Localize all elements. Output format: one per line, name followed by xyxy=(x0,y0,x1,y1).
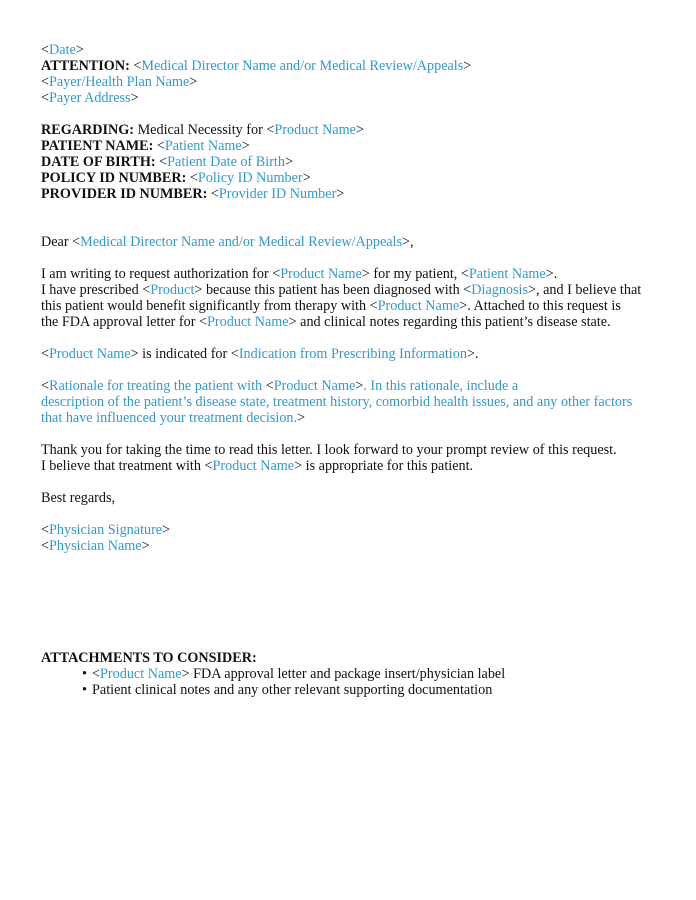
letter-header xyxy=(41,42,661,106)
signature-block: <Physician Signature> <Physician Name> xyxy=(41,522,171,554)
attachments-section xyxy=(41,650,661,698)
product-name-placeholder: Product Name xyxy=(207,314,289,330)
payer-address-placeholder: Payer Address xyxy=(49,90,131,106)
text: because this patient has been diagnosed with xyxy=(205,282,460,298)
rationale-placeholder: description of the patient’s disease state, treatment history, comorbid health issues, and any other factors xyxy=(41,394,633,410)
product-name-placeholder: Product Name xyxy=(377,298,460,314)
text: . Attached to this request is xyxy=(467,298,621,314)
indication-placeholder: Indication from Prescribing Information xyxy=(238,346,467,362)
policy-label: POLICY ID NUMBER: xyxy=(41,170,187,186)
product-placeholder: Product xyxy=(150,282,195,298)
text: this patient would benefit significantly from therapy with xyxy=(41,298,367,314)
text: . xyxy=(553,266,558,282)
salutation: Dear <Medical Director Name and/or Medical Review/Appeals>, xyxy=(41,234,414,250)
text: FDA approval letter and package insert/physician label xyxy=(193,666,506,682)
salutation-suffix: , xyxy=(410,234,414,250)
attention-placeholder: Medical Director Name and/or Medical Review/Appeals xyxy=(141,58,464,74)
product-name-placeholder: Product Name xyxy=(212,458,295,474)
paragraph-indication: <Product Name> is indicated for <Indication from Prescribing Information>. xyxy=(41,346,479,362)
provider-label: PROVIDER ID NUMBER: xyxy=(41,186,208,202)
list-item: • <Product Name> FDA approval letter and package insert/physician label xyxy=(82,666,506,682)
list-item xyxy=(41,682,661,698)
paragraph-rationale: <Rationale for treating the patient with <Product Name>. In this rationale, include a description of the patient’s disease state, treatment history, comorbid health issues, and any other factors that have influenced your treatment decision.> xyxy=(41,378,661,426)
text: I have prescribed xyxy=(41,282,139,298)
diagnosis-placeholder: Diagnosis xyxy=(471,282,528,298)
attachments-title: ATTACHMENTS TO CONSIDER: xyxy=(41,650,257,666)
patient-name-line: PATIENT NAME: <Patient Name> xyxy=(41,138,250,154)
regarding-placeholder: Product Name xyxy=(274,122,356,138)
text: I am writing to request authorization for xyxy=(41,266,269,282)
text: Patient clinical notes and any other relevant supporting documentation xyxy=(92,682,493,698)
payer-name-line: <Payer/Health Plan Name> xyxy=(41,74,198,90)
text: is appropriate for this patient. xyxy=(305,458,474,474)
text: I believe that treatment with xyxy=(41,458,201,474)
bullet-icon: • xyxy=(82,682,87,698)
regarding-text: Medical Necessity for xyxy=(137,122,263,138)
salutation-prefix: Dear xyxy=(41,234,69,250)
closing-regards: Best regards, xyxy=(41,490,116,506)
text: is indicated for xyxy=(142,346,228,362)
text: for my patient, xyxy=(373,266,458,282)
patient-name-placeholder: Patient Name xyxy=(468,266,546,282)
dob-line: DATE OF BIRTH: <Patient Date of Birth> xyxy=(41,154,293,170)
paragraph-request: I am writing to request authorization for <Product Name> for my patient, <Patient Name>. I have prescribed <Product> because this patient has been diagnosed with <Diagnosis>, and I believe that this patient would benefit significantly from therapy with <Product Name>. Attached to this request is the FDA approval letter for <Product Name> and clinical notes regarding this patient’s disease state. xyxy=(41,266,642,330)
physician-signature-placeholder: Physician Signature xyxy=(49,522,163,538)
date-line: <Date> xyxy=(41,42,84,58)
salutation-placeholder: Medical Director Name and/or Medical Review/Appeals xyxy=(80,234,402,250)
policy-placeholder: Policy ID Number xyxy=(197,170,303,186)
letter-details xyxy=(41,122,661,202)
provider-placeholder: Provider ID Number xyxy=(218,186,337,202)
physician-name-placeholder: Physician Name xyxy=(49,538,142,554)
regarding-line: REGARDING: Medical Necessity for <Product Name> xyxy=(41,122,364,138)
product-name-placeholder: Product Name xyxy=(280,266,362,282)
text: . xyxy=(474,346,479,362)
closing xyxy=(41,490,661,506)
paragraph-thanks: Thank you for taking the time to read this letter. I look forward to your prompt review of this request. I believe that treatment with <Product Name> is appropriate for this patient. xyxy=(41,442,661,474)
text: and clinical notes regarding this patient’s disease state. xyxy=(300,314,611,330)
policy-line: POLICY ID NUMBER: <Policy ID Number> xyxy=(41,170,311,186)
payer-name-placeholder: Payer/Health Plan Name xyxy=(49,74,190,90)
patient-name-label: PATIENT NAME: xyxy=(41,138,154,154)
product-name-placeholder: Product Name xyxy=(100,666,182,682)
attachments-list xyxy=(41,666,661,698)
rationale-placeholder: that have influenced your treatment decision. xyxy=(41,410,298,426)
text: , and I believe that xyxy=(536,282,642,298)
text: the FDA approval letter for xyxy=(41,314,196,330)
regarding-label: REGARDING: xyxy=(41,122,135,138)
date-placeholder: Date xyxy=(49,42,76,58)
attention-line: ATTENTION: <Medical Director Name and/or Medical Review/Appeals> xyxy=(41,58,472,74)
patient-name-placeholder: Patient Name xyxy=(164,138,242,154)
payer-address-line: <Payer Address> xyxy=(41,90,139,106)
provider-line: PROVIDER ID NUMBER: <Provider ID Number> xyxy=(41,186,345,202)
attention-label: ATTENTION: xyxy=(41,58,130,74)
rationale-placeholder: Rationale for treating the patient with xyxy=(49,378,263,394)
dob-label: DATE OF BIRTH: xyxy=(41,154,156,170)
bullet-icon: • xyxy=(82,666,87,682)
rationale-placeholder: In this rationale, include a xyxy=(370,378,519,394)
product-name-placeholder: Product Name xyxy=(273,378,356,394)
text: Thank you for taking the time to read this letter. I look forward to your prompt review of this request. xyxy=(41,442,617,458)
dob-placeholder: Patient Date of Birth xyxy=(167,154,285,170)
product-name-placeholder: Product Name xyxy=(49,346,131,362)
